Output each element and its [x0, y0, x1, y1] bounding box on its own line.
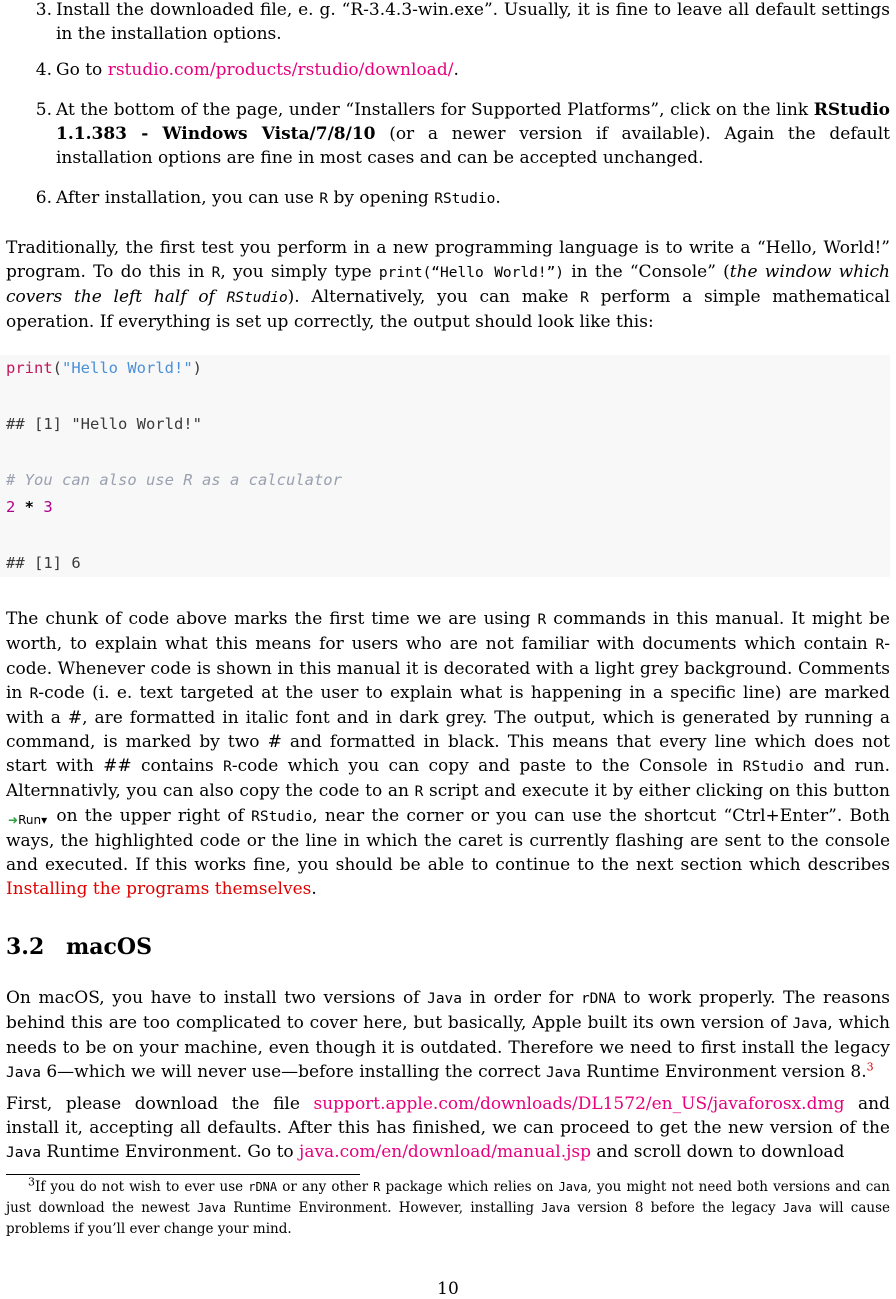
- run-button-label: Run: [18, 813, 42, 827]
- text-run: ). Alternatively, you can make: [287, 287, 581, 307]
- list-item-number: 4.: [35, 60, 52, 80]
- list-item-number: 5.: [35, 100, 52, 120]
- inline-code: Java: [792, 1016, 828, 1032]
- inline-code: Java: [545, 1065, 581, 1081]
- code-string: "Hello World!": [62, 359, 193, 377]
- text-run: in the “Console” (: [564, 262, 730, 282]
- text-run: perform a simple mathematical operation. If everything is set up correctly, the output should look like this:: [6, 287, 891, 332]
- inline-code: RStudio: [226, 290, 288, 306]
- section-heading: [6, 934, 152, 960]
- text-run: or any other: [277, 1179, 374, 1195]
- apple-java-download-link[interactable]: support.apple.com/downloads/DL1572/en_US/javaforosx.dmg: [313, 1094, 845, 1114]
- text-run: .: [311, 879, 317, 899]
- inline-code: R: [875, 637, 885, 653]
- text-run: If you do not wish to ever use: [35, 1179, 249, 1195]
- code-comment-line: # You can also use R as a calculator: [6, 471, 342, 489]
- section-title: macOS: [66, 934, 152, 960]
- list-item-text: [56, 98, 890, 170]
- text-run: After installation, you can use: [56, 188, 320, 208]
- code-number: 2: [6, 498, 16, 516]
- text-run: -code which you can copy and paste to the Console in: [231, 756, 743, 776]
- list-item-text: [56, 186, 890, 211]
- intro-paragraph: [6, 236, 890, 334]
- inline-code: R: [29, 686, 39, 702]
- text-run: and scroll down to download: [590, 1142, 845, 1162]
- inline-code: RStudio: [434, 191, 496, 207]
- code-number: 3: [43, 498, 53, 516]
- inline-code: rDNA: [248, 1180, 278, 1194]
- rstudio-download-link[interactable]: rstudio.com/products/rstudio/download/: [107, 60, 454, 80]
- text-run: .: [453, 60, 459, 80]
- text-run: On macOS, you have to install two versions of: [6, 988, 428, 1008]
- chevron-down-icon: ▾: [41, 813, 48, 827]
- text-run: (or a newer version if available). Again the default installation options are fine in most cases and can be accepted unchanged.: [56, 124, 890, 168]
- footnote-ref[interactable]: 3: [866, 1060, 874, 1074]
- inline-code: R: [537, 612, 547, 628]
- text-run: , you simply type: [220, 262, 379, 282]
- text-run: version 8 before the legacy: [570, 1200, 783, 1216]
- inline-code: Java: [6, 1145, 41, 1161]
- inline-code: Java: [541, 1201, 571, 1215]
- explain-paragraph: [6, 607, 890, 901]
- code-output-line: ## [1] "Hello World!": [6, 415, 202, 433]
- text-run: script and execute it by either clicking on this button: [423, 781, 890, 801]
- code-block: [0, 355, 890, 577]
- text-run: Runtime Environment. Go to: [40, 1142, 300, 1162]
- inline-code: print(“Hello World!”): [378, 265, 565, 281]
- run-arrow-icon: ➜: [8, 813, 19, 827]
- text-run: , which needs to be on your machine, even though it is outdated. Therefore we need to first install the legacy: [6, 1013, 890, 1058]
- macos-paragraph-2: [6, 1092, 890, 1165]
- text-run: 6—which we will never use—before installing the correct: [40, 1062, 546, 1082]
- text-run: -code (i. e. text targeted at the user to explain what is happening in a specific line) are marked with a #, are formatted in italic font and in dark grey. The output, which is generated by running a command, is marked by two # and formatted in black. This means that every line which does not start with ## contains: [6, 683, 891, 776]
- text-run: Go to: [56, 60, 108, 80]
- code-line: [6, 498, 53, 516]
- text-run: , near the corner or you can use the shortcut “Ctrl+Enter”. Both ways, the highlighted code or the line in which the caret is currently flashing are sent to the console and executed. If this works fine, you should be able to continue to the next section which describes: [6, 806, 890, 875]
- text-run: by opening: [328, 188, 435, 208]
- text-run: First, please download the file: [6, 1094, 314, 1114]
- code-punct: ): [192, 359, 203, 377]
- inline-code: R: [373, 1180, 381, 1194]
- inline-code: Java: [197, 1201, 226, 1215]
- list-item-text: [56, 58, 890, 82]
- inline-code: Java: [782, 1201, 812, 1215]
- inline-code: R: [414, 784, 424, 800]
- text-run: will cause problems if you’ll ever change your mind.: [6, 1200, 890, 1237]
- inline-code: R: [211, 265, 221, 281]
- text-run: .: [495, 188, 501, 208]
- macos-paragraph-1: [6, 986, 890, 1085]
- installer-link-name: RStudio 1.1.383 - Windows Vista/7/8/10: [56, 100, 890, 144]
- code-output-line: ## [1] 6: [6, 554, 81, 572]
- text-run: to work properly. The reasons behind this are too complicated to cover here, but basically, Apple built its own version of: [6, 988, 890, 1033]
- installing-programs-link[interactable]: Installing the programs themselves: [6, 879, 312, 899]
- text-run: -code. Whenever code is shown in this manual it is decorated with a light grey background. Comments in: [6, 634, 890, 703]
- list-item-text: Install the downloaded file, e. g. “R-3.4.3-win.exe”. Usually, it is fine to leave all default settings in the installation options.: [56, 0, 890, 44]
- inline-code: Java: [6, 1065, 41, 1081]
- text-run: on the upper right of: [49, 806, 252, 826]
- italic-text: the window which covers the left half of: [6, 262, 890, 307]
- text-run: Runtime Environment. However, installing: [225, 1200, 542, 1216]
- list-item-number: 3.: [35, 0, 52, 20]
- footnote-mark: 3: [28, 1175, 35, 1189]
- text-run: The chunk of code above marks the first time we are using: [6, 609, 538, 629]
- inline-code: R: [223, 759, 232, 775]
- text-run: , you might not need both versions and can just download the newest: [6, 1179, 890, 1216]
- text-run: Runtime Environment version 8.: [580, 1062, 867, 1082]
- run-button[interactable]: [6, 812, 49, 829]
- page-number: 10: [437, 1279, 459, 1299]
- text-run: Traditionally, the first test you perform in a new programming language is to write a “Hello, World!” program. To do this in: [6, 238, 890, 282]
- java-manual-download-link[interactable]: java.com/en/download/manual.jsp: [299, 1142, 591, 1162]
- code-line: [6, 359, 202, 377]
- inline-code: RStudio: [251, 809, 313, 825]
- inline-code: Java: [558, 1180, 588, 1194]
- inline-code: R: [580, 290, 589, 306]
- text-run: and install it, accepting all defaults. After this has finished, we can proceed to get the new version of the: [6, 1094, 890, 1138]
- footnote: [6, 1177, 890, 1240]
- list-item-number: 6.: [35, 188, 52, 208]
- code-function: print: [6, 359, 53, 377]
- text-run: in order for: [462, 988, 581, 1008]
- code-operator: *: [15, 498, 44, 516]
- text-run: At the bottom of the page, under “Installers for Supported Platforms”, click on the link: [56, 100, 814, 120]
- text-run: commands in this manual. It might be worth, to explain what this means for users who are not familiar with documents which contain: [6, 609, 890, 654]
- code-punct: (: [52, 359, 63, 377]
- inline-code: rDNA: [580, 991, 616, 1007]
- inline-code: R: [319, 191, 329, 207]
- inline-code: RStudio: [742, 759, 804, 775]
- text-run: and run. Alternnativly, you can also copy the code to an: [6, 756, 890, 801]
- text-run: package which relies on: [380, 1179, 559, 1195]
- footnote-divider: [6, 1174, 360, 1175]
- inline-code: Java: [427, 991, 463, 1007]
- section-number: 3.2: [6, 934, 45, 960]
